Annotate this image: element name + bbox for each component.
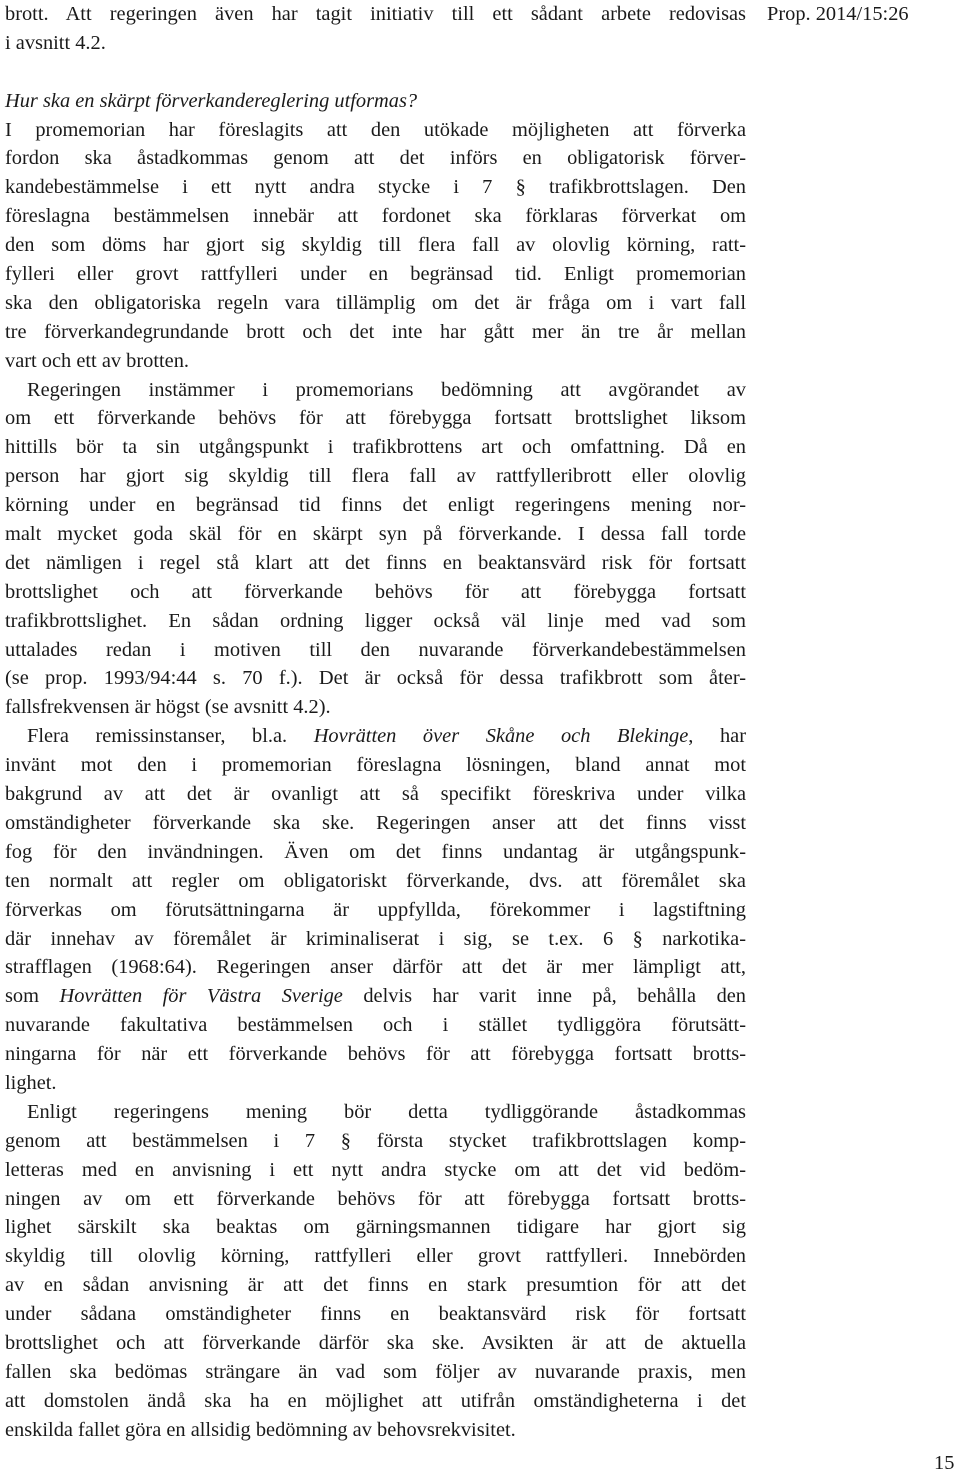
text-line: om ett förverkande behövs för att förebygga fortsatt brottslighet liksom — [5, 407, 746, 430]
section-heading: Hur ska en skärpt förverkandereglering utformas? — [5, 89, 418, 112]
page-number: 15 — [934, 1452, 955, 1474]
text-line: som Hovrätten för Västra Sverige delvis har varit inne på, behålla den — [5, 985, 746, 1008]
text-line: Regeringen instämmer i promemorians bedömning att avgörandet av — [27, 378, 746, 401]
text-line: (se prop. 1993/94:44 s. 70 f.). Det är också för dessa trafikbrott som åter- — [5, 667, 746, 690]
text-line: ningen av om ett förverkande behövs för att förebygga fortsatt brotts- — [5, 1187, 746, 1210]
text-line: föreslagna bestämmelsen innebär att fordonet ska förklaras förverkat om — [5, 205, 746, 228]
text-line: brott. Att regeringen även har tagit initiativ till ett sådant arbete redovisas — [5, 3, 746, 25]
text-line: ska den obligatoriska regeln vara tillämplig om det är fråga om i vart fall — [5, 291, 746, 314]
body-text — [5, 0, 746, 1445]
text-line: där innehav av föremålet är kriminaliserat i sig, se t.ex. 6 § narkotika- — [5, 927, 746, 950]
text-line: det nämligen i regel stå klart att det finns en beaktansvärd risk för fortsatt — [5, 551, 746, 574]
text-line: lighet. — [5, 1071, 57, 1094]
text-line: fallsfrekvensen är högst (se avsnitt 4.2). — [5, 696, 331, 719]
text-line: Flera remissinstanser, bl.a. Hovrätten över Skåne och Blekinge, har — [27, 725, 746, 748]
court-name: Hovrätten över Skåne och Blekinge — [313, 725, 689, 748]
text-line: lighet särskilt ska beaktas om gärningsmannen tidigare har gjort sig — [5, 1216, 746, 1239]
text-line: nuvarande fakultativa bestämmelsen och i stället tydliggöra förutsätt- — [5, 1014, 746, 1037]
text-line: hittills bör ta sin utgångspunkt i trafikbrottens art och omfattning. Då en — [5, 436, 746, 459]
text-line: letteras med en anvisning i ett nytt andra stycke om att det vid bedöm- — [5, 1158, 746, 1181]
text-line: ten normalt att regler om obligatoriskt förverkande, dvs. att föremålet ska — [5, 869, 746, 892]
text-line: i avsnitt 4.2. — [5, 31, 106, 54]
text-line: ningarna för när ett förverkande behövs för att förebygga fortsatt brotts- — [5, 1043, 746, 1066]
text-line: skyldig till olovlig körning, rattfylleri eller grovt rattfylleri. Innebörden — [5, 1245, 746, 1268]
text-line: uttalades redan i motiven till den nuvarande förverkandebestämmelsen — [5, 638, 746, 661]
text-line: strafflagen (1968:64). Regeringen anser därför att det är mer lämpligt att, — [5, 956, 746, 979]
text-line: fylleri eller grovt rattfylleri under en begränsad tid. Enligt promemorian — [5, 263, 746, 286]
text-line: trafikbrottslighet. En sådan ordning ligger också väl linje med vad som — [5, 609, 746, 632]
text-line: fog för den invändningen. Även om det finns undantag är utgångspunk- — [5, 840, 746, 863]
text-line: vart och ett av brotten. — [5, 349, 190, 372]
court-name: Hovrätten för Västra Sverige — [59, 985, 343, 1008]
text-line: Enligt regeringens mening bör detta tydliggörande åstadkommas — [27, 1100, 746, 1123]
text-line: bakgrund av att det är ovanligt att så specifikt föreskriva under vilka — [5, 783, 746, 806]
text-line: enskilda fallet göra en allsidig bedömning av behovsrekvisitet. — [5, 1418, 516, 1441]
text-line: av en sådan anvisning är att det finns en stark presumtion för att det — [5, 1274, 746, 1297]
text-line: genom att bestämmelsen i 7 § första stycket trafikbrottslagen komp- — [5, 1129, 746, 1152]
text-line: kandebestämmelse i ett nytt andra stycke i 7 § trafikbrottslagen. Den — [5, 176, 746, 199]
text-line: brottslighet och att förverkande behövs för att förebygga fortsatt — [5, 580, 746, 603]
text-line: fordon ska åstadkommas genom att det införs en obligatorisk förver- — [5, 147, 746, 170]
text-line: invänt mot den i promemorian föreslagna lösningen, bland annat mot — [5, 754, 746, 777]
text-line: körning under en begränsad tid finns det enligt regeringens mening nor- — [5, 494, 746, 517]
text-line: tre förverkandegrundande brott och det inte har gått mer än tre år mellan — [5, 320, 746, 343]
text-line: den som döms har gjort sig skyldig till flera fall av olovlig körning, ratt- — [5, 234, 746, 257]
text-line: förverkas om förutsättningarna är uppfyllda, förekommer i lagstiftning — [5, 898, 746, 921]
text-line: under sådana omständigheter finns en beaktansvärd risk för fortsatt — [5, 1303, 746, 1326]
text-line: att domstolen ändå ska ha en möjlighet att utifrån omständigheterna i det — [5, 1389, 746, 1412]
blank-line — [5, 58, 746, 87]
text-line: brottslighet och att förverkande därför ska ske. Avsikten är att de aktuella — [5, 1331, 746, 1354]
text-line: I promemorian har föreslagits att den utökade möjligheten att förverka — [5, 118, 746, 141]
text-line: person har gjort sig skyldig till flera fall av rattfylleribrott eller olovlig — [5, 465, 746, 488]
proposition-reference: Prop. 2014/15:26 — [767, 3, 909, 25]
text-line: fallen ska bedömas strängare än vad som följer av nuvarande praxis, men — [5, 1360, 746, 1383]
text-line: omständigheter förverkande ska ske. Regeringen anser att det finns visst — [5, 811, 746, 834]
text-line: malt mycket goda skäl för en skärpt syn på förverkande. I dessa fall torde — [5, 523, 746, 546]
